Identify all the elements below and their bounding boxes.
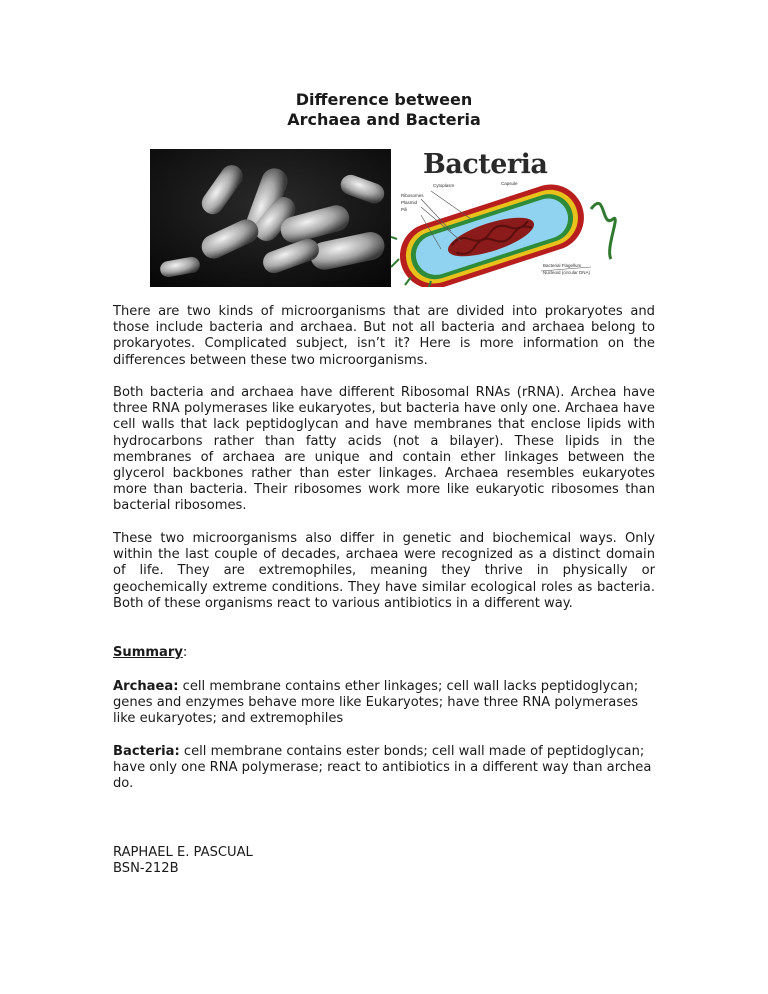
bacteria-cell-diagram (391, 149, 618, 287)
bacteria-label: Bacteria: (113, 744, 180, 759)
paragraph-rrna: Both bacteria and archaea have different Ribosomal RNAs (rRNA). Archea have three RNA polymerases like eukaryotes, but bacteria have only one. Archaea have cell walls that lack peptidoglycan and have membranes that enclose lipids with hydrocarbons rather than fatty acids (not a bilayer). These lipids in the membranes of archaea are unique and contain ether linkages between the glycerol backbones rather than ester linkages. Archaea resembles eukaryotes more than bacteria. Their ribosomes work more like eukaryotic ribosomes than bacterial ribosomes. (113, 385, 655, 514)
label-pili: Pili (401, 207, 408, 212)
author-block (113, 845, 655, 877)
archaea-micrograph-image (150, 149, 391, 287)
label-nucleoid: Nucleoid (circular DNA) (543, 270, 591, 275)
summary-bacteria (113, 744, 655, 793)
summary-archaea (113, 679, 655, 728)
summary-heading (113, 645, 655, 661)
header-images (150, 149, 618, 287)
paragraph-intro: There are two kinds of microorganisms that are divided into prokaryotes and those include bacteria and archaea. But not all bacteria and archaea belong to prokaryotes. Complicated subject, isn’t it? Here is more information on the differences between these two microorganisms. (113, 304, 655, 368)
label-plasmid: Plasmid (401, 200, 418, 205)
summary-colon: : (182, 645, 188, 660)
summary-heading-text: Summary (113, 645, 183, 660)
archaea-text: cell membrane contains ether linkages; cell wall lacks peptidoglycan; genes and enzymes behave more like Eukaryotes; have three RNA polymerases like eukaryotes; and extremophiles (113, 679, 639, 727)
label-flagellum: Bacterial Flagellum (543, 263, 582, 268)
bacteria-text: cell membrane contains ester bonds; cell wall made of peptidoglycan; have only one RNA polymerase; react to antibiotics in a different way than archea do. (113, 744, 652, 792)
author-section: BSN-212B (113, 861, 179, 877)
title-line-1: Difference between (295, 90, 473, 109)
bacteria-cell-icon (391, 149, 618, 287)
diagram-title: Bacteria (423, 149, 548, 180)
author-name: RAPHAEL E. PASCUAL (113, 845, 253, 860)
title-line-2: Archaea and Bacteria (287, 110, 481, 129)
label-ribosomes: Ribosomes (401, 193, 424, 198)
rod-shaped-microbes-micrograph-icon (150, 149, 391, 287)
label-cytoplasm: Cytoplasm (433, 183, 455, 188)
paragraph-genetic: These two microorganisms also differ in genetic and biochemical ways. Only within the last couple of decades, archaea were recognized as a distinct domain of life. They are extremophiles, meaning they thrive in physically or geochemically extreme conditions. They have similar ecological roles as bacteria. Both of these organisms react to various antibiotics in a different way. (113, 531, 655, 611)
document-title (0, 90, 768, 130)
label-capsule: Capsule (501, 181, 518, 186)
archaea-label: Archaea: (113, 679, 179, 694)
